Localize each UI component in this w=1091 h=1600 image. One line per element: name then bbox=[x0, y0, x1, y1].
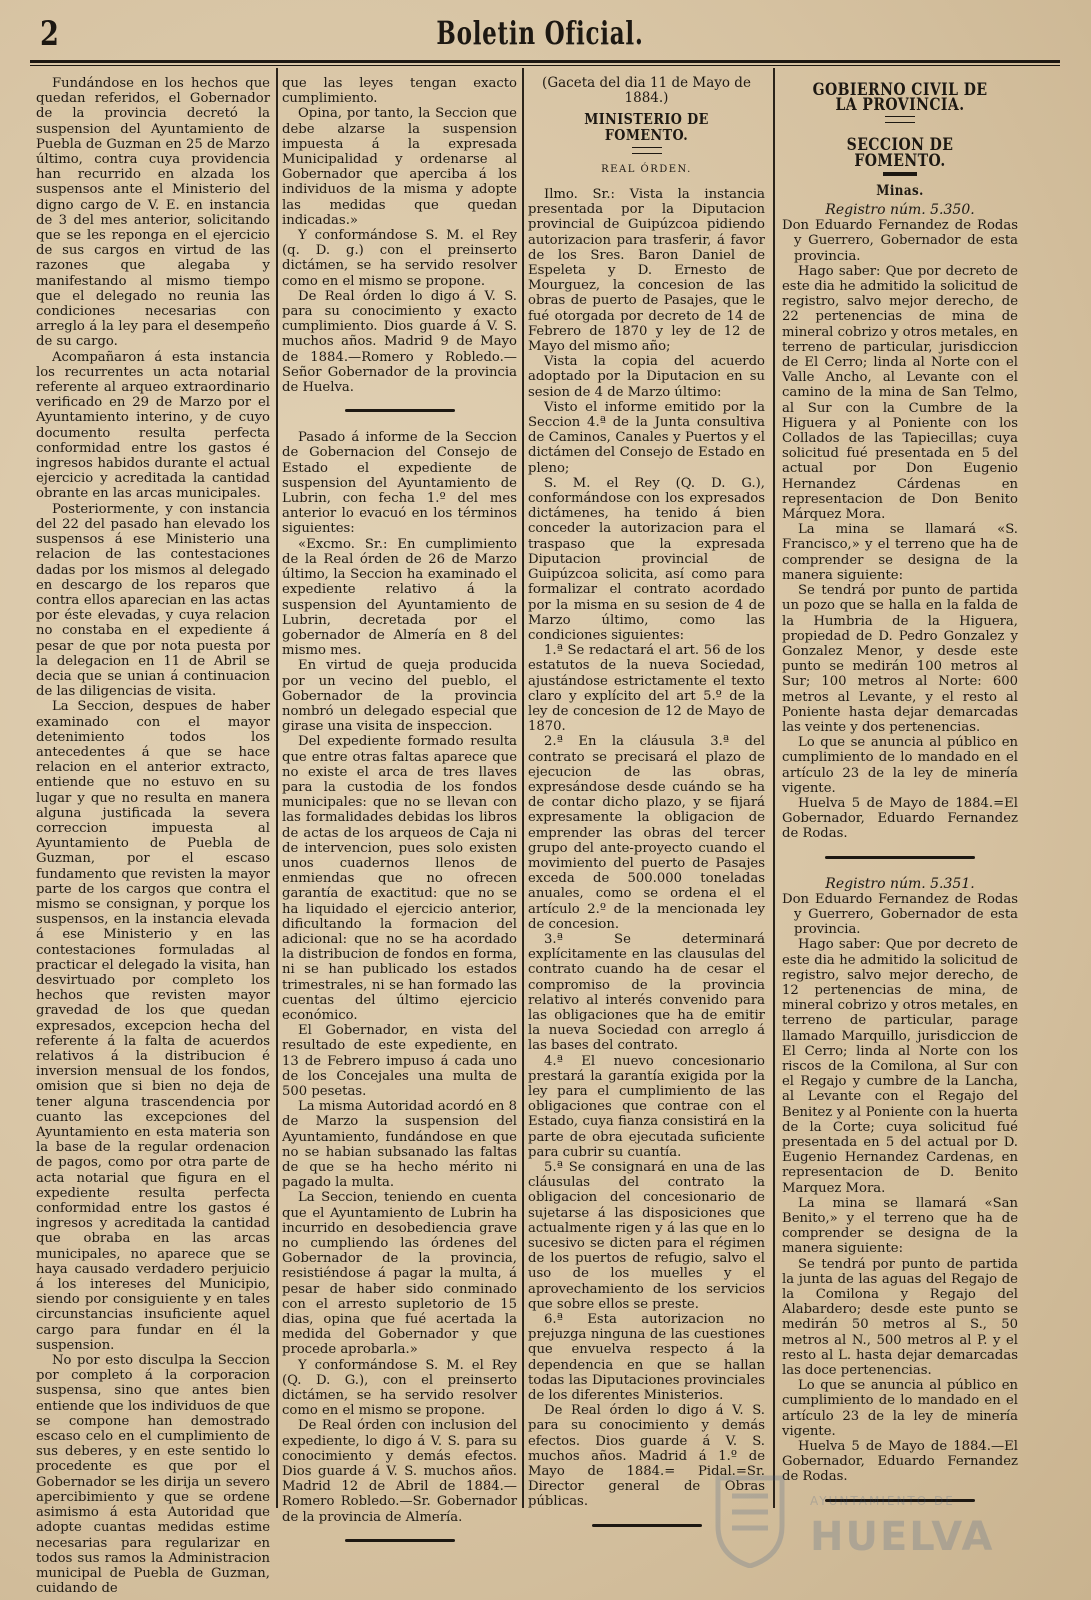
watermark-subtitle: AYUNTAMIENTO DE bbox=[810, 1494, 955, 1508]
paragraph: La misma Autoridad acordó en 8 de Marzo la suspension del Ayuntamiento, fundándose en que no se habian subsanado las faltas de que se ha hecho mérito ni pagado la multa. bbox=[282, 1099, 517, 1191]
page-number: 2 bbox=[40, 14, 59, 54]
shield-logo-icon bbox=[710, 1468, 790, 1568]
paragraph: Don Eduardo Fernandez de Rodas y Guerrero, Gobernador de esta provincia. bbox=[782, 218, 1018, 264]
registro-number: Registro núm. 5.350. bbox=[825, 202, 975, 219]
paragraph: 1.ª Se redactará el art. 56 de los estatutos de la nueva Sociedad, ajustándose estrictamente el texto claro y explícito del art 5.º de la ley de concesion de 12 de Mayo de 1870. bbox=[528, 643, 765, 735]
header-rule bbox=[30, 60, 1060, 63]
column-3 bbox=[528, 76, 765, 1545]
real-orden-label: REAL ÓRDEN. bbox=[601, 163, 692, 175]
paragraph: Fundándose en los hechos que quedan referidos, el Gobernador de la provincia decretó la suspension del Ayuntamiento de Puebla de Guzman en 25 de Marzo último, contra cuya providencia han recurrido en alzada los suspensos ante el Ministerio del digno cargo de V. E. en instancia de 3 del mes anterior, solicitando que se les reponga en el ejercicio de sus cargos en virtud de las razones que alegaba y manifestando al mismo tiempo que el delegado no reunia las condiciones necesarias con arreglo á la ley para el desempeño de su cargo. bbox=[36, 76, 270, 350]
column-1 bbox=[36, 76, 270, 1596]
column-divider bbox=[276, 68, 278, 1508]
paragraph: Hago saber: Que por decreto de este dia he admitido la solicitud de registro, salvo mejor derecho, de 22 pertenencias de mina de mineral cobrizo y otros metales, en terreno de particular, jurisdiccion de El Cerro; linda al Norte con el Valle Ancho, al Levante con el camino de la mina de San Telmo, al Sur con la Cumbre de la Higuera y al Poniente con los Collados de las Tapiecillas; cuya solicitud fué presentada en 5 del actual por Don Eugenio Hernandez Cárdenas en representacion de Don Benito Márquez Mora. bbox=[782, 263, 1018, 523]
paragraph: «Excmo. Sr.: En cumplimiento de la Real órden de 26 de Marzo último, la Seccion ha examinado el expediente relativo á la suspension del Ayuntamiento de Lubrin, decretada por el gobernador de Almería en 8 del mismo mes. bbox=[282, 536, 517, 659]
paragraph: Hago saber: Que por decreto de este dia he admitido la solicitud de registro, salvo mejor derecho, de 12 pertenencias de mina, de mineral cobrizo y otros metales, en terreno de particular, parage llamado Marquillo, jurisdiccion de El Cerro; linda al Norte con los riscos de la Comilona, al Sur con el Regajo y cumbre de la Lancha, al Levante con el Regajo del Benitez y al Poniente con la huerta de la Corte; cuya solicitud fué presentada en 5 del actual por D. Eugenio Hernandez Cardenas, en representacion de D. Benito Marquez Mora. bbox=[782, 937, 1018, 1196]
paragraph: Vista la copia del acuerdo adoptado por la Diputacion en su sesion de 4 de Marzo último: bbox=[528, 354, 765, 400]
paragraph: Posteriormente, y con instancia del 22 del pasado han elevado los suspensos á ese Ministerio una relacion de las contestaciones dadas por los mismos al delegado en descargo de los reparos que contra ellos aparecian en las actas por éste elevadas, y cuya relacion no constaba en el expediente á pesar de que por nota puesta por la delegacion en 11 de Abril se decia que se unian á continuacion de las diligencias de visita. bbox=[36, 501, 270, 700]
paragraph: 3.ª Se determinará explícitamente en las clausulas del contrato cuando ha de cesar el compromiso de la provincia relativo al interés convenido para las obligaciones que ha de emitir la nueva Sociedad con arreglo á las bases del contrato. bbox=[528, 931, 765, 1054]
paragraph: 2.ª En la cláusula 3.ª del contrato se precisará el plazo de ejecucion de las obras, expresándose desde cuándo se ha de contar dicho plazo, y se fijará expresamente la obligacion de emprender las obras del tercer grupo del ante-proyecto cuando el movimiento del puerto de Pasajes exceda de 500.000 toneladas anuales, como se ordena el el artículo 2.º de la mencionada ley de concesion. bbox=[528, 734, 765, 932]
heading-ornament bbox=[885, 116, 915, 123]
heading-ornament bbox=[883, 172, 917, 176]
heading-ornament bbox=[632, 147, 662, 154]
section-separator bbox=[345, 409, 455, 412]
paragraph: Se tendrá por punto de partida la junta de las aguas del Regajo de la Comilona y Regajo del Alabardero; desde este punto se medirán 50 metros al S., 50 metros al N., 500 metros al P. y el resto al L. hasta dejar demarcadas las doce pertenencias. bbox=[782, 1256, 1018, 1379]
paragraph: Ilmo. Sr.: Vista la instancia presentada por la Diputacion provincial de Guipúzcoa pidiendo autorizacion para trasferir, á favor de los Sres. Baron Daniel de Espeleta y D. Ernesto de Mourguez, la concesion de las obras de puerto de Pasajes, que le fué otorgada por decreto de 14 de Febrero de 1870 y ley de 12 de Mayo del mismo año; bbox=[528, 187, 765, 355]
paragraph: Opina, por tanto, la Seccion que debe alzarse la suspension impuesta á la expresada Municipalidad y ordenarse al Gobernador que aperciba á los individuos de la misma y adopte las medidas que quedan indicadas.» bbox=[282, 106, 517, 228]
paragraph: Visto el informe emitido por la Seccion 4.ª de la Junta consultiva de Caminos, Canales y Puertos y el dictámen del Consejo de Estado en pleno; bbox=[528, 399, 765, 476]
paragraph: 5.ª Se consignará en una de las cláusulas del contrato la obligacion del concesionario de sujetarse á las disposiciones que actualmente rigen y á las que en lo sucesivo se dicten para el régimen de los puertos de refugio, salvo el uso de los muelles y el aprovechamiento de los servicios que sobre ellos se preste. bbox=[528, 1160, 765, 1312]
section-separator bbox=[345, 1539, 455, 1542]
column-4 bbox=[782, 76, 1018, 1520]
header-rule-thin bbox=[30, 65, 1060, 66]
paragraph: Lo que se anuncia al público en cumplimiento de lo mandado en el artículo 23 de la ley de minería vigente. bbox=[782, 735, 1018, 796]
paragraph: La Seccion, teniendo en cuenta que el Ayuntamiento de Lubrin ha incurrido en desobediencia grave no cumpliendo las órdenes del Gobernador de la provincia, resistiéndose á pagar la multa, á pesar de haber sido conminado con el arresto supletorio de 15 dias, opina que fué acertada la medida del Gobernador y que procede aprobarla.» bbox=[282, 1190, 517, 1358]
paragraph: El Gobernador, en vista del resultado de este expediente, en 13 de Febrero impuso á cada uno de los Concejales una multa de 500 pesetas. bbox=[282, 1023, 517, 1099]
column-divider bbox=[773, 68, 775, 1508]
seccion-heading: SECCION DE FOMENTO. bbox=[846, 135, 954, 170]
paragraph: De Real órden lo digo á V. S. para su conocimiento y demás efectos. Dios guarde á V. S. muchos años. Madrid á 1.º de Mayo de 1884.= Pidal.=Sr. Director general de Obras públicas. bbox=[528, 1403, 765, 1510]
gaceta-source: (Gaceta del dia 11 de Mayo de 1884.) bbox=[542, 75, 751, 107]
section-separator bbox=[592, 1524, 702, 1527]
column-2 bbox=[282, 76, 517, 1560]
paragraph: De Real órden lo digo á V. S. para su conocimiento y exacto cumplimiento. Dios guarde á V. S. muchos años. Madrid 9 de Mayo de 1884.—Romero y Robledo.—Señor Gobernador de la provincia de Huelva. bbox=[282, 288, 517, 396]
paragraph: La mina se llamará «S. Francisco,» y el terreno que ha de comprender se designa de la manera siguiente: bbox=[782, 522, 1018, 583]
masthead-title: Boletin Oficial. bbox=[436, 14, 644, 52]
paragraph: 4.ª El nuevo concesionario prestará la garantía exigida por la ley para el cumplimiento de las obligaciones que contrae con el Estado, cuya fianza consistirá en la parte de obra ejecutada suficiente para cubrir su cuantía. bbox=[528, 1053, 765, 1160]
minas-heading: Minas. bbox=[876, 182, 924, 199]
ministerio-heading: MINISTERIO DE FOMENTO. bbox=[584, 110, 709, 144]
paragraph: La mina se llamará «San Benito,» y el terreno que ha de comprender se designa de la manera siguiente: bbox=[782, 1195, 1018, 1257]
registro-number: Registro núm. 5.351. bbox=[825, 875, 975, 892]
paragraph: Se tendrá por punto de partida un pozo que se halla en la falda de la Humbria de la Higuera, propiedad de D. Pedro Gonzalez y Gonzalez Menor, y desde este punto se medirán 100 metros al Sur; 100 metros al Norte: 600 metros al Levante, y el resto al Poniente hasta dejar demarcadas las veinte y dos pertenencias. bbox=[782, 583, 1018, 735]
paragraph: Y conformándose S. M. el Rey (q. D. g.) con el preinserto dictámen, se ha servido resolver como en el mismo se propone. bbox=[282, 228, 517, 289]
paragraph: Lo que se anuncia al público en cumplimiento de lo mandado en el artículo 23 de la ley de minería vigente. bbox=[782, 1378, 1018, 1439]
paragraph: Acompañaron á esta instancia los recurrentes un acta notarial referente al arqueo extraordinario verificado en 29 de Marzo por el Ayuntamiento interino, y de cuyo documento resulta perfecta conformidad entre los gastos é ingresos habidos durante el actual ejercicio y acreditada la cantidad obrante en las arcas municipales. bbox=[36, 349, 270, 502]
paragraph: Pasado á informe de la Seccion de Gobernacion del Consejo de Estado el expediente de suspension del Ayuntamiento de Lubrin, con fecha 1.º del mes anterior lo evacuó en los términos siguientes: bbox=[282, 430, 517, 537]
paragraph: En virtud de queja producida por un vecino del pueblo, el Gobernador de la provincia nombró un delegado especial que girase una visita de inspeccion. bbox=[282, 658, 517, 735]
paragraph: Don Eduardo Fernandez de Rodas y Guerrero, Gobernador de esta provincia. bbox=[782, 891, 1018, 938]
paragraph: La Seccion, despues de haber examinado con el mayor detenimiento todos los antecedentes á que se hace relacion en el anterior extracto, entiende que no estuvo en su lugar y que no resulta en manera alguna justificada la severa correccion impuesta al Ayuntamiento de Puebla de Guzman, por el escaso fundamento que revisten la mayor parte de los cargos que contra el mismo se consignan, y porque los suspensos, en la instancia elevada á ese Ministerio y en las contestaciones formuladas al practicar el delegado la visita, han desvirtuado por completo los hechos que revisten mayor gravedad de los que quedan expresados, excepcion hecha del referente á la falta de acuerdos relativos á la distribucion é inversion mensual de los fondos, omision que si bien no deja de tener alguna trascendencia por cuanto las excepciones del Ayuntamiento en esta materia son la base de la regular ordenacion de pagos, como por otra parte de acta notarial que figura en el expediente resulta perfecta conformidad entre los gastos é ingresos y acreditada la cantidad que obraba en las arcas municipales, no aparece que se haya causado verdadero perjuicio á los intereses del Municipio, siendo por consiguiente y en tales circunstancias insuficiente aquel cargo para fundar en él la suspension. bbox=[36, 699, 270, 1353]
page-header bbox=[30, 14, 1050, 58]
paragraph: Y conformándose S. M. el Rey (Q. D. G.), con el preinserto dictámen, se ha servido resolver como en el mismo se propone. bbox=[282, 1357, 517, 1419]
watermark-title: HUELVA bbox=[810, 1514, 995, 1560]
paragraph: Huelva 5 de Mayo de 1884.—El Gobernador, Eduardo Fernandez de Rodas. bbox=[782, 1439, 1018, 1485]
paragraph: De Real órden con inclusion del expediente, lo digo á V. S. para su conocimiento y demás efectos. Dios guarde á V. S. muchos años. Madrid 12 de Abril de 1884.—Romero Robledo.—Sr. Gobernador de la provincia de Almería. bbox=[282, 1418, 517, 1525]
paragraph: Del expediente formado resulta que entre otras faltas aparece que no existe el arca de tres llaves para la custodia de los fondos municipales: que no se llevan con las formalidades debidas los libros de actas de los arqueos de Caja ni de intervencion, pues solo existen unos cuadernos llenos de enmiendas que no ofrecen garantía de exactitud: que no se ha liquidado el ejercicio anterior, dificultando la formacion del adicional: que no se ha acordado la distribucion de fondos en forma, ni se han publicado los estados trimestrales, ni se han formado las cuentas del último ejercicio económico. bbox=[282, 734, 517, 1023]
section-separator bbox=[825, 856, 975, 859]
archive-watermark bbox=[690, 1460, 1020, 1580]
paragraph: No por esto disculpa la Seccion por completo á la corporacion suspensa, sino que antes bien entiende que los individuos de que se compone han demostrado escaso celo en el cumplimiento de sus deberes, y en este sentido lo procedente es que por el Gobernador se les dirija un severo apercibimiento y que se ordene asimismo á esta Autoridad que adopte cuantas medidas estime necesarias para regularizar en todos sus ramos la Administracion municipal de Puebla de Guzman, cuidando de bbox=[36, 1353, 270, 1597]
gobierno-heading: GOBIERNO CIVIL DE LA PROVINCIA. bbox=[812, 80, 988, 115]
paragraph: Huelva 5 de Mayo de 1884.=El Gobernador, Eduardo Fernandez de Rodas. bbox=[782, 795, 1018, 842]
paragraph: que las leyes tengan exacto cumplimiento. bbox=[282, 76, 517, 107]
column-divider bbox=[522, 68, 524, 1508]
paragraph: 6.ª Esta autorizacion no prejuzga ninguna de las cuestiones que envuelva respecto á la dependencia en que se hallan todas las Diputaciones provinciales de los diferentes Ministerios. bbox=[528, 1312, 765, 1404]
paragraph: S. M. el Rey (Q. D. G.), conformándose con los expresados dictámenes, ha tenido á bien conceder la autorizacion para el traspaso que la expresada Diputacion provincial de Guipúzcoa solicita, así como para formalizar el contrato acordado por la misma en su sesion de 4 de Marzo último, como las condiciones siguientes: bbox=[528, 475, 765, 643]
